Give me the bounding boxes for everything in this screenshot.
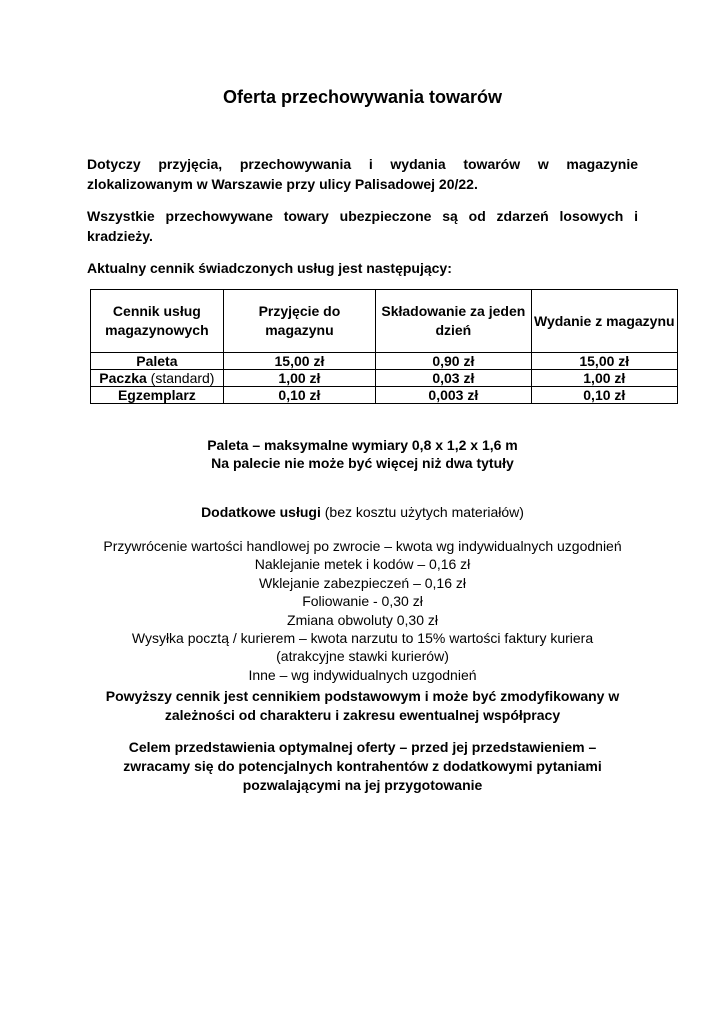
row-intake-cell: 0,10 zł [223, 387, 375, 404]
note-line: Celem przedstawienia optymalnej oferty – przed jej przedstawieniem – [128, 739, 597, 755]
row-name-cell [91, 370, 224, 387]
note-line: zwracamy się do potencjalnych kontrahentów z dodatkowymi pytaniami [123, 758, 602, 774]
price-table [90, 289, 678, 404]
additional-services-subtitle: (bez kosztu użytych materiałów) [324, 504, 524, 520]
table-row [91, 353, 678, 370]
list-item: Foliowanie - 0,30 zł [302, 593, 423, 610]
intro-paragraph-location: Dotyczy przyjęcia, przechowywania i wydania towarów w magazynie zlokalizowanym w Warszawie przy ulicy Palisadowej 20/22. [87, 156, 638, 192]
row-release-cell: 15,00 zł [531, 353, 677, 370]
note-line: pozwalającymi na jej przygotowanie [242, 777, 483, 793]
additional-services-list [0, 537, 725, 684]
list-item: (atrakcyjne stawki kurierów) [276, 648, 449, 665]
note-basic-pricelist [0, 687, 725, 725]
row-intake-cell: 1,00 zł [223, 370, 375, 387]
row-release-cell: 1,00 zł [531, 370, 677, 387]
intro-paragraph-insurance: Wszystkie przechowywane towary ubezpieczone są od zdarzeń losowych i kradzieży. [87, 208, 638, 244]
price-table-header-row [91, 290, 678, 353]
pallet-info [0, 436, 725, 472]
header-service-name: Cennik usług magazynowych [91, 290, 224, 353]
pallet-dimensions: Paleta – maksymalne wymiary 0,8 x 1,2 x 1,6 m [207, 437, 518, 453]
list-item: Wklejanie zabezpieczeń – 0,16 zł [258, 574, 466, 591]
row-storage-cell: 0,90 zł [376, 353, 531, 370]
additional-services-title: Dodatkowe usługi [201, 504, 321, 520]
list-item: Przywrócenie wartości handlowej po zwrocie – kwota wg indywidualnych uzgodnień [103, 538, 622, 554]
list-item: Zmiana obwoluty 0,30 zł [287, 611, 438, 628]
table-row [91, 387, 678, 404]
row-storage-cell: 0,03 zł [376, 370, 531, 387]
note-line: zależności od charakteru i zakresu ewentualnej współpracy [164, 707, 561, 723]
table-row [91, 370, 678, 387]
row-name-cell: Paleta [91, 353, 224, 370]
row-name-suffix: (standard) [150, 370, 215, 386]
list-item: Inne – wg indywidualnych uzgodnień [248, 666, 477, 683]
page-title: Oferta przechowywania towarów [222, 87, 503, 107]
header-release: Wydanie z magazynu [531, 290, 677, 353]
note-line: Powyższy cennik jest cennikiem podstawowym i może być zmodyfikowany w [105, 688, 620, 704]
row-storage-cell: 0,003 zł [376, 387, 531, 404]
header-storage-per-day: Składowanie za jeden dzień [376, 290, 531, 353]
additional-services-heading [0, 503, 725, 521]
row-name: Paczka [99, 370, 147, 386]
row-name-cell: Egzemplarz [91, 387, 224, 404]
list-item: Wysyłka pocztą / kurierem – kwota narzutu to 15% wartości faktury kuriera [131, 630, 594, 647]
pallet-titles-limit: Na palecie nie może być więcej niż dwa tytuły [211, 455, 514, 471]
list-item: Naklejanie metek i kodów – 0,16 zł [254, 556, 471, 573]
row-intake-cell: 15,00 zł [223, 353, 375, 370]
note-optimal-offer [0, 738, 725, 795]
header-intake: Przyjęcie do magazynu [223, 290, 375, 353]
intro-paragraph-pricelist: Aktualny cennik świadczonych usług jest następujący: [87, 260, 452, 276]
row-release-cell: 0,10 zł [531, 387, 677, 404]
